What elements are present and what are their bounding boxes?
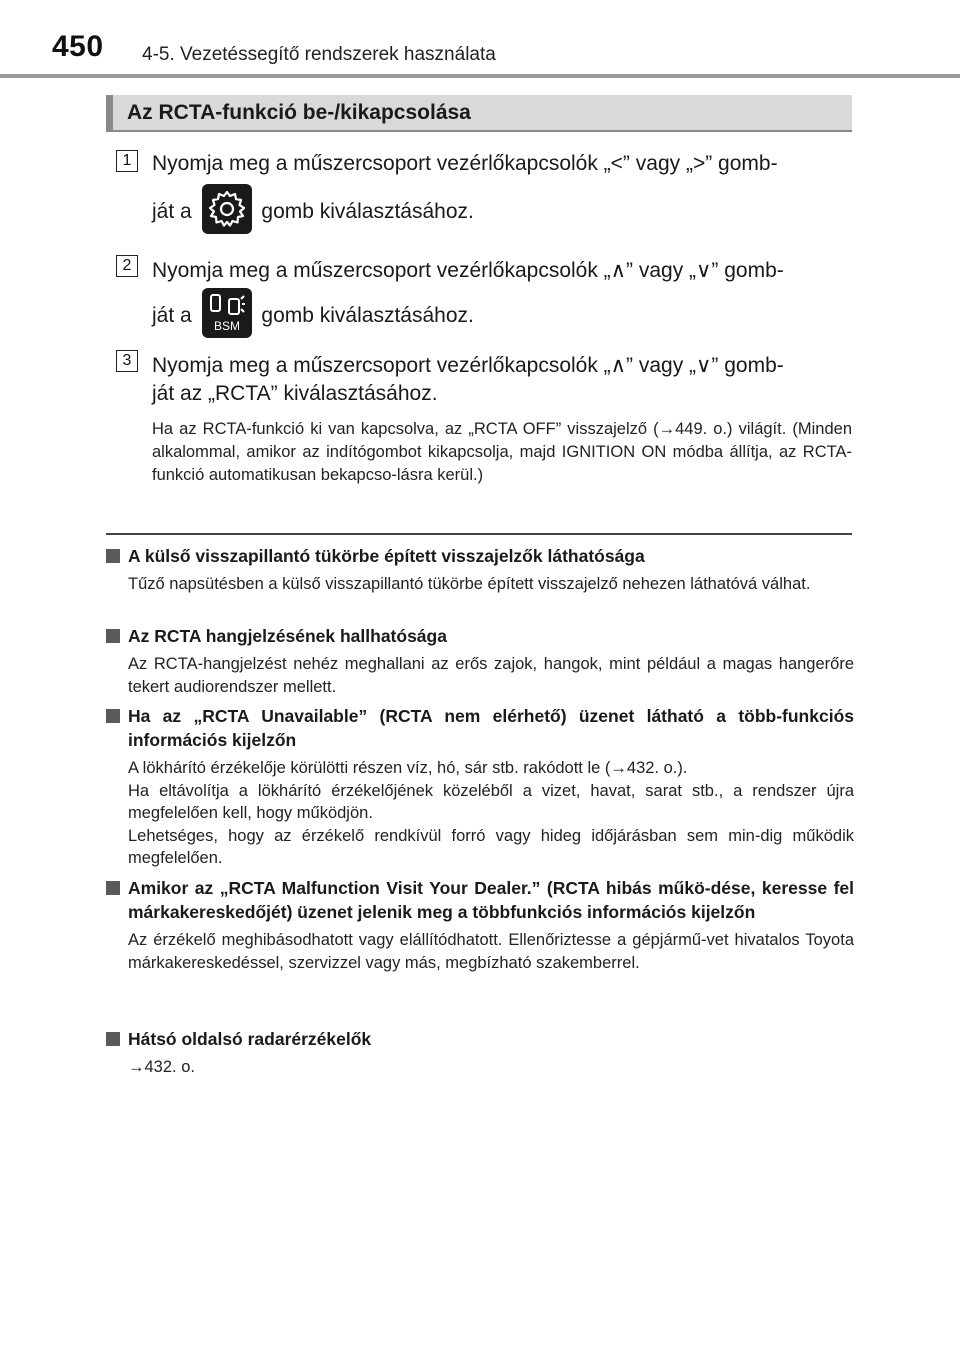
step-number-1: 1 [116,150,138,172]
info-block-unavailable [106,704,854,870]
step-2-line-2-after: gomb kiválasztásához. [261,304,474,327]
info-heading-text: Hátsó oldalsó radarérzékelők [128,1029,372,1049]
chapter-title: 4-5. Vezetéssegítő rendszerek használata [142,44,496,65]
step-number-3: 3 [116,350,138,372]
square-bullet-icon [106,549,120,563]
info-heading [106,624,854,648]
step-1-line-2-after: gomb kiválasztásához. [261,200,474,223]
step-1-line-2-before: ját a [152,200,192,223]
info-heading-text: Ha az „RCTA Unavailable” (RCTA nem elérhető) üzenet látható a több-funkciós információs kijelzőn [128,706,854,750]
step-1-line-1: Nyomja meg a műszercsoport vezérlőkapcsolók „<” vagy „>” gomb- [152,152,778,175]
info-heading [106,876,854,924]
step-2-line-1: Nyomja meg a műszercsoport vezérlőkapcsolók „∧” vagy „∨” gomb- [152,259,784,282]
square-bullet-icon [106,709,120,723]
square-bullet-icon [106,629,120,643]
info-paragraph: A lökhárító érzékelője körülötti részen víz, hó, sár stb. rakódott le (→432. o.). [128,759,688,777]
info-block-radar-sensors [106,1027,854,1079]
section-title-bar [106,95,852,130]
step-2-line-2-before: ját a [152,304,192,327]
info-body [106,1056,854,1079]
step-2-line-2 [152,290,852,342]
info-paragraph: Ha eltávolítja a lökhárító érzékelőjének közeléből a vizet, havat, sarat stb., a rendszer újra megfelelően kell, hogy működjön. [128,781,854,822]
info-paragraph: Az RCTA-hangjelzést nehéz meghallani az erős zajok, hangok, mint például a magas hangerőre tekert audiorendszer mellett. [128,655,854,696]
info-heading-text: Amikor az „RCTA Malfunction Visit Your Dealer.” (RCTA hibás műkö-dése, keresse fel márkakereskedőjét) üzenet jelenik meg a többfunkciós információs kijelzőn [128,878,854,922]
section-title: Az RCTA-funkció be-/kikapcsolása [127,101,471,124]
info-paragraph: →432. o. [128,1058,195,1076]
info-body [106,653,854,698]
info-block-malfunction [106,876,854,974]
step-3-line-1: Nyomja meg a műszercsoport vezérlőkapcsolók „∧” vagy „∨” gomb- [152,354,784,377]
info-block-mirror-indicator [106,544,854,596]
info-heading [106,704,854,752]
info-block-buzzer [106,624,854,698]
info-paragraph: Lehetséges, hogy az érzékelő rendkívül forró vagy hideg időjárásban sem min-dig működik megfelelően. [128,826,854,867]
section-underline [106,130,852,132]
info-body [106,757,854,870]
info-body [106,929,854,974]
square-bullet-icon [106,881,120,895]
bsm-icon [202,288,252,338]
info-paragraph: Az érzékelő meghibásodhatott vagy elállítódhatott. Ellenőriztesse a gépjármű-vet hivatalos Toyota márkakereskedéssel, szervizzel vagy más, megbízható szakemberrel. [128,931,854,972]
square-bullet-icon [106,1032,120,1046]
step-3-line-2: ját az „RCTA” kiválasztásához. [152,382,438,405]
info-heading [106,544,854,568]
info-paragraph: Tűző napsütésben a külső visszapillantó tükörbe épített visszajelző nehezen láthatóvá válhat. [128,575,811,593]
info-body [106,573,854,596]
rcta-off-note: Ha az RCTA-funkció ki van kapcsolva, az „RCTA OFF” visszajelző (→449. o.) világít. (Minden alkalommal, amikor az indítógombot kikapcsolja, majd IGNITION ON módba állítja, az RCTA-funkció automatikusan bekapcso-lásra kerül.) [152,420,852,484]
header-rule [0,74,960,78]
info-heading-text: A külső visszapillantó tükörbe épített visszajelzők láthatósága [128,546,645,566]
step-number-2: 2 [116,255,138,277]
page-number: 450 [52,30,104,63]
section-divider [106,533,852,535]
bsm-icon-label: BSM [213,319,240,334]
info-heading [106,1027,854,1051]
gear-settings-icon [202,184,252,234]
info-heading-text: Az RCTA hangjelzésének hallhatósága [128,626,447,646]
step-1-line-2 [152,186,852,238]
page-header [0,0,960,80]
